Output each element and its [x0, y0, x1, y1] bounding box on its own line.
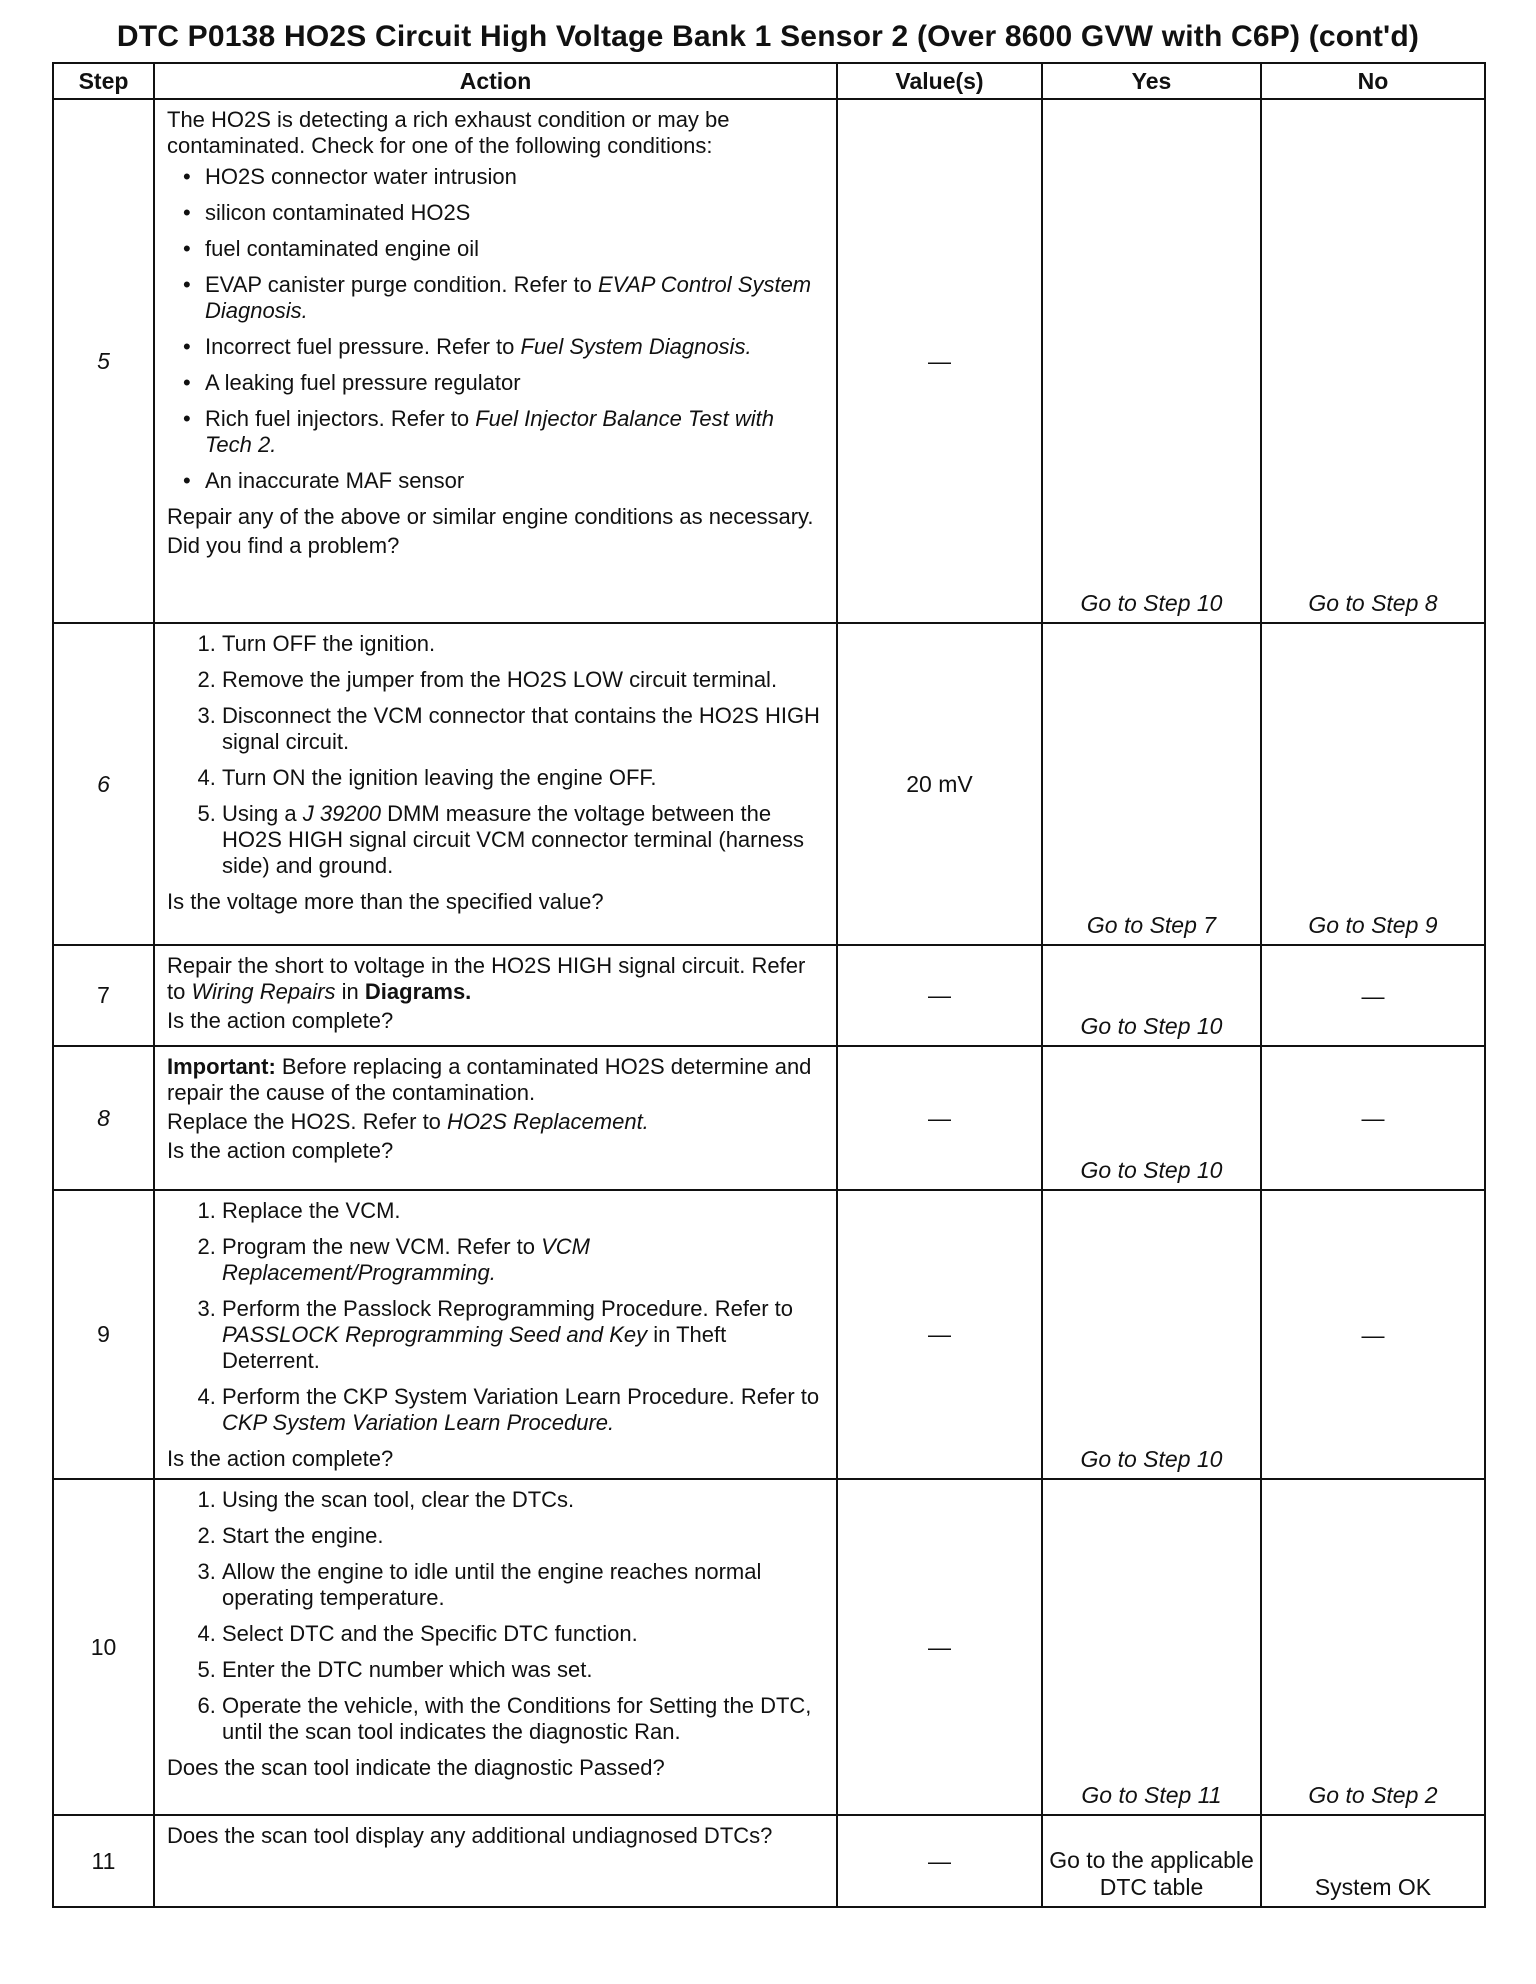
diagnostic-table	[52, 62, 1486, 1908]
action-cell	[154, 945, 837, 1046]
no-cell: Go to Step 8	[1261, 99, 1485, 623]
step-number: 7	[53, 945, 154, 1046]
no-cell: Go to Step 9	[1261, 623, 1485, 945]
action-text: Replace the HO2S. Refer to HO2S Replacement.	[167, 1109, 649, 1134]
action-cell	[154, 99, 837, 623]
list-item: • Rich fuel injectors. Refer to Fuel Injector Balance Test with Tech 2.	[205, 406, 826, 458]
value-cell: —	[837, 1046, 1042, 1190]
list-item: 4. Turn ON the ignition leaving the engine OFF.	[222, 765, 826, 791]
yes-cell: Go to Step 10	[1042, 945, 1261, 1046]
reference-section: Diagrams.	[364, 979, 472, 1004]
table-row-step-11	[53, 1815, 1485, 1907]
action-cell	[154, 1815, 837, 1907]
no-cell: —	[1261, 1046, 1485, 1190]
yes-cell: Go to Step 10	[1042, 99, 1261, 623]
list-item: 2. Remove the jumper from the HO2S LOW circuit terminal.	[222, 667, 826, 693]
list-item: 2. Start the engine.	[222, 1523, 826, 1549]
table-row-step-5	[53, 99, 1485, 623]
action-cell	[154, 1190, 837, 1479]
list-item: • HO2S connector water intrusion	[205, 164, 826, 190]
yes-cell: Go to the applicable DTC table	[1042, 1815, 1261, 1907]
list-item: 1. Turn OFF the ignition.	[222, 631, 826, 657]
reference-link: HO2S Replacement.	[447, 1109, 649, 1134]
step-number: 9	[53, 1190, 154, 1479]
action-cell	[154, 623, 837, 945]
value-cell: —	[837, 1190, 1042, 1479]
no-cell: Go to Step 2	[1261, 1479, 1485, 1815]
reference-link: CKP System Variation Learn Procedure.	[222, 1410, 615, 1435]
list-item: 5. Enter the DTC number which was set.	[222, 1657, 826, 1683]
reference-link: Fuel Injector Balance Test with Tech 2.	[205, 406, 775, 457]
header-action: Action	[154, 63, 837, 99]
action-cell	[154, 1479, 837, 1815]
value-cell: 20 mV	[837, 623, 1042, 945]
step-number: 5	[53, 99, 154, 623]
reference-link: Wiring Repairs	[191, 979, 336, 1004]
reference-link: PASSLOCK Reprogramming Seed and Key	[222, 1322, 648, 1347]
list-item: • An inaccurate MAF sensor	[205, 468, 826, 494]
yes-cell: Go to Step 11	[1042, 1479, 1261, 1815]
action-question: Did you find a problem?	[167, 533, 400, 558]
list-item: • fuel contaminated engine oil	[205, 236, 826, 262]
action-repair-note: Repair any of the above or similar engine conditions as necessary.	[167, 504, 814, 529]
step-number: 10	[53, 1479, 154, 1815]
table-row-step-6	[53, 623, 1485, 945]
yes-cell: Go to Step 10	[1042, 1046, 1261, 1190]
important-note: Important: Before replacing a contaminated HO2S determine and repair the cause of the contamination.	[167, 1054, 812, 1105]
header-no: No	[1261, 63, 1485, 99]
list-item: • silicon contaminated HO2S	[205, 200, 826, 226]
condition-list	[167, 164, 826, 494]
list-item: • Incorrect fuel pressure. Refer to Fuel System Diagnosis.	[205, 334, 826, 360]
header-yes: Yes	[1042, 63, 1261, 99]
value-cell: —	[837, 945, 1042, 1046]
procedure-list	[167, 631, 826, 879]
list-item: 3. Disconnect the VCM connector that contains the HO2S HIGH signal circuit.	[222, 703, 826, 755]
table-row-step-9	[53, 1190, 1485, 1479]
step-number: 6	[53, 623, 154, 945]
table-row-step-10	[53, 1479, 1485, 1815]
list-item: 4. Perform the CKP System Variation Learn Procedure. Refer to CKP System Variation Learn Procedure.	[222, 1384, 826, 1436]
value-cell: —	[837, 1479, 1042, 1815]
action-question: Is the action complete?	[167, 1008, 394, 1033]
action-cell	[154, 1046, 837, 1190]
no-cell: System OK	[1261, 1815, 1485, 1907]
value-cell: —	[837, 1815, 1042, 1907]
list-item: 3. Perform the Passlock Reprogramming Procedure. Refer to PASSLOCK Reprogramming Seed and Key in Theft Deterrent.	[222, 1296, 826, 1374]
list-item: 1. Using the scan tool, clear the DTCs.	[222, 1487, 826, 1513]
yes-cell: Go to Step 7	[1042, 623, 1261, 945]
important-label: Important:	[167, 1054, 276, 1079]
reference-link: Fuel System Diagnosis.	[520, 334, 752, 359]
action-question: Is the action complete?	[167, 1138, 394, 1163]
header-step: Step	[53, 63, 154, 99]
list-item: 3. Allow the engine to idle until the engine reaches normal operating temperature.	[222, 1559, 826, 1611]
tool-reference: J 39200	[302, 801, 382, 826]
list-item: 2. Program the new VCM. Refer to VCM Replacement/Programming.	[222, 1234, 826, 1286]
list-item: 4. Select DTC and the Specific DTC function.	[222, 1621, 826, 1647]
reference-link: VCM Replacement/Programming.	[222, 1234, 591, 1285]
step-number: 11	[53, 1815, 154, 1907]
action-text: Repair the short to voltage in the HO2S HIGH signal circuit. Refer to Wiring Repairs in Diagrams.	[167, 953, 806, 1004]
page-title: DTC P0138 HO2S Circuit High Voltage Bank 1 Sensor 2 (Over 8600 GVW with C6P) (cont'd)	[116, 20, 1420, 53]
yes-cell: Go to Step 10	[1042, 1190, 1261, 1479]
list-item: • EVAP canister purge condition. Refer to EVAP Control System Diagnosis.	[205, 272, 826, 324]
header-values: Value(s)	[837, 63, 1042, 99]
list-item: • A leaking fuel pressure regulator	[205, 370, 826, 396]
action-question: Does the scan tool indicate the diagnostic Passed?	[167, 1755, 665, 1780]
list-item: 6. Operate the vehicle, with the Conditions for Setting the DTC, until the scan tool indicates the diagnostic Ran.	[222, 1693, 826, 1745]
action-question: Is the voltage more than the specified value?	[167, 889, 604, 914]
table-header-row	[53, 63, 1485, 99]
action-question: Is the action complete?	[167, 1446, 394, 1471]
no-cell: —	[1261, 945, 1485, 1046]
reference-link: EVAP Control System Diagnosis.	[205, 272, 812, 323]
action-question: Does the scan tool display any additional undiagnosed DTCs?	[167, 1823, 773, 1848]
table-row-step-8	[53, 1046, 1485, 1190]
procedure-list	[167, 1198, 826, 1436]
list-item: 5. Using a J 39200 DMM measure the voltage between the HO2S HIGH signal circuit VCM connector terminal (harness side) and ground.	[222, 801, 826, 879]
no-cell: —	[1261, 1190, 1485, 1479]
step-number: 8	[53, 1046, 154, 1190]
value-cell: —	[837, 99, 1042, 623]
table-row-step-7	[53, 945, 1485, 1046]
action-intro: The HO2S is detecting a rich exhaust condition or may be contaminated. Check for one of the following conditions:	[167, 107, 730, 158]
procedure-list	[167, 1487, 826, 1745]
list-item: 1. Replace the VCM.	[222, 1198, 826, 1224]
